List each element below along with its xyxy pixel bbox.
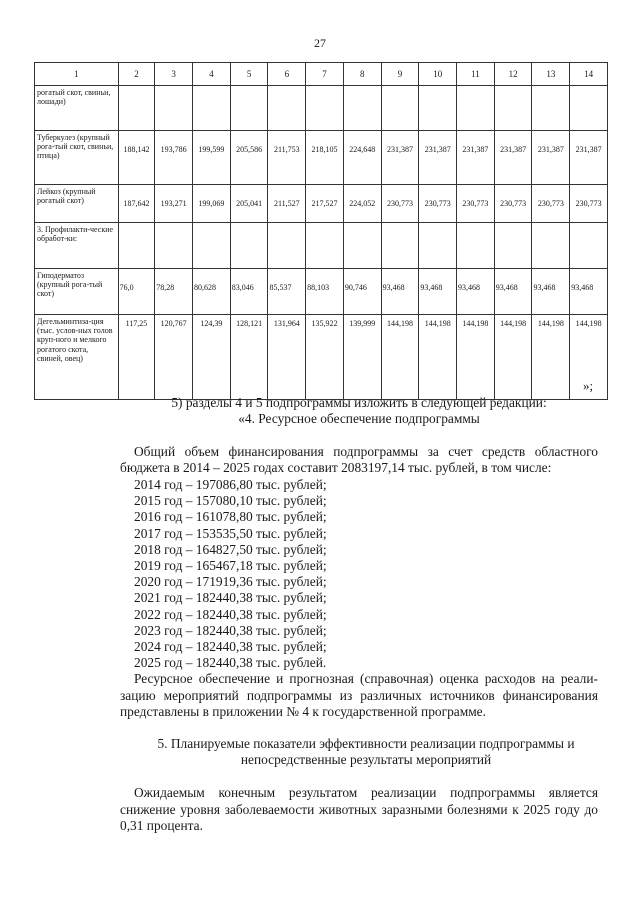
table-cell: 85,537 — [268, 269, 306, 315]
table-cell: 93,468 — [381, 269, 419, 315]
table-cell: 188,142 — [118, 131, 155, 185]
table-cell: 80,628 — [193, 269, 231, 315]
table-header-cell: 5 — [230, 63, 268, 86]
table-cell: 231,387 — [419, 131, 457, 185]
table-cell — [532, 223, 570, 269]
year-funding-item: 2024 год – 182440,38 тыс. рублей; — [134, 639, 327, 654]
table-row — [35, 223, 608, 269]
year-funding-item: 2017 год – 153535,50 тыс. рублей; — [134, 525, 327, 541]
indicators-table — [34, 62, 608, 400]
table-cell — [268, 223, 306, 269]
table-cell: 117,25 — [118, 315, 155, 400]
table-cell: 124,39 — [193, 315, 231, 400]
row-label: рогатый скот, свиньи, лошади) — [35, 86, 119, 131]
table-cell — [381, 86, 419, 131]
table-cell — [155, 86, 193, 131]
table-cell: 135,922 — [306, 315, 344, 400]
table-cell: 231,387 — [457, 131, 495, 185]
year-funding-item: 2018 год – 164827,50 тыс. рублей; — [134, 541, 327, 557]
resource-paragraph-line-1: Ресурсное обеспечение и прогнозная (справочная) оценка расходов на реали- — [134, 671, 598, 686]
table-cell: 218,105 — [306, 131, 344, 185]
table-header-cell: 4 — [193, 63, 231, 86]
table-cell: 230,773 — [494, 185, 532, 223]
table-cell: 199,069 — [193, 185, 231, 223]
table-cell — [570, 223, 608, 269]
table-row — [35, 131, 608, 185]
table-cell — [494, 223, 532, 269]
table-cell: 199,599 — [193, 131, 231, 185]
table-cell: 76,0 — [118, 269, 155, 315]
table-cell — [494, 86, 532, 131]
amendment-paragraph: 5) разделы 4 и 5 подпрограммы изложить в следующей редакции: — [171, 395, 547, 410]
year-funding-item: 2016 год – 161078,80 тыс. рублей; — [134, 509, 327, 525]
table-cell: 144,198 — [419, 315, 457, 400]
table-cell: 230,773 — [381, 185, 419, 223]
table-cell — [381, 223, 419, 269]
section-5-heading-line-1: 5. Планируемые показатели эффективности реализации подпрограммы и — [157, 736, 575, 751]
table-cell — [343, 86, 381, 131]
table-cell: 144,198 — [532, 315, 570, 400]
table-cell: 120,767 — [155, 315, 193, 400]
row-label: Гиподерматоз (крупный рога-тый скот) — [35, 269, 119, 315]
table-cell — [532, 86, 570, 131]
result-paragraph-line-1: Ожидаемым конечным результатом реализации подпрограммы является — [134, 785, 598, 800]
table-cell: 90,746 — [343, 269, 381, 315]
table-cell: 230,773 — [457, 185, 495, 223]
year-funding-item: 2023 год – 182440,38 тыс. рублей; — [134, 622, 327, 638]
table-cell: 205,586 — [230, 131, 268, 185]
table-cell: 230,773 — [570, 185, 608, 223]
year-funding-item: 2014 год – 197086,80 тыс. рублей; — [134, 477, 327, 492]
table-cell — [419, 223, 457, 269]
table-cell: 224,052 — [343, 185, 381, 223]
table-cell: 131,964 — [268, 315, 306, 400]
table-cell: 211,753 — [268, 131, 306, 185]
table-cell: 224,648 — [343, 131, 381, 185]
table-header-cell: 9 — [381, 63, 419, 86]
table-header-cell: 2 — [118, 63, 155, 86]
row-label: Дегельминтиза-ция (тыс. услов-ных голов круп-ного и мелкого рогатого скота, свиней, овец) — [35, 315, 119, 400]
table-cell: 144,198 — [494, 315, 532, 400]
resource-paragraph-line-2: зацию мероприятий подпрограммы из различных источников финансирования — [120, 688, 598, 703]
table-cell: 139,999 — [343, 315, 381, 400]
funding-paragraph-line-1: Общий объем финансирования подпрограммы за счет средств областного — [134, 444, 598, 459]
table-body — [35, 63, 608, 400]
table-cell: 231,387 — [494, 131, 532, 185]
table-header-cell: 3 — [155, 63, 193, 86]
table-cell — [268, 86, 306, 131]
table-cell: 93,468 — [570, 269, 608, 315]
table-cell: 93,468 — [457, 269, 495, 315]
table-header-cell: 13 — [532, 63, 570, 86]
table-cell: 230,773 — [419, 185, 457, 223]
table-cell: 93,468 — [532, 269, 570, 315]
funding-paragraph-line-2: бюджета в 2014 – 2025 годах составит 2083197,14 тыс. рублей, в том числе: — [120, 460, 552, 475]
year-funding-item: 2025 год – 182440,38 тыс. рублей. — [134, 655, 327, 671]
section-5-heading-line-2: непосредственные результаты мероприятий — [240, 752, 492, 767]
table-cell — [193, 223, 231, 269]
table-header-cell: 7 — [306, 63, 344, 86]
table-cell — [118, 223, 155, 269]
year-funding-item: 2021 год – 182440,38 тыс. рублей; — [134, 590, 327, 606]
table-cell: 93,468 — [494, 269, 532, 315]
table-cell — [306, 86, 344, 131]
table-cell: 231,387 — [570, 131, 608, 185]
year-funding-item: 2015 год – 157080,10 тыс. рублей; — [134, 493, 327, 509]
year-funding-item: 2022 год – 182440,38 тыс. рублей; — [134, 606, 327, 622]
table-cell — [118, 86, 155, 131]
table-cell: 193,786 — [155, 131, 193, 185]
table-cell: 217,527 — [306, 185, 344, 223]
table-header-row — [35, 63, 608, 86]
table-cell: 187,642 — [118, 185, 155, 223]
result-paragraph-line-3: 0,31 процента. — [120, 818, 203, 833]
table-cell: 193,271 — [155, 185, 193, 223]
page-number: 27 — [314, 36, 326, 50]
table-cell: 230,773 — [532, 185, 570, 223]
table-cell: 128,121 — [230, 315, 268, 400]
table-cell: 78,28 — [155, 269, 193, 315]
table-cell — [230, 86, 268, 131]
table-cell — [457, 86, 495, 131]
table-cell: 144,198 — [381, 315, 419, 400]
table-closing-quote: »; — [583, 378, 594, 393]
table-cell: 83,046 — [230, 269, 268, 315]
table-cell: 144,198 — [457, 315, 495, 400]
table-row — [35, 315, 608, 400]
table-header-cell: 12 — [494, 63, 532, 86]
table-header-cell: 1 — [35, 63, 119, 86]
table-cell — [230, 223, 268, 269]
table-cell: 205,041 — [230, 185, 268, 223]
table-cell: 93,468 — [419, 269, 457, 315]
table-cell: 231,387 — [381, 131, 419, 185]
year-funding-item: 2020 год – 171919,36 тыс. рублей; — [134, 574, 327, 590]
table-header-cell: 6 — [268, 63, 306, 86]
table-cell — [155, 223, 193, 269]
year-funding-item: 2019 год – 165467,18 тыс. рублей; — [134, 558, 327, 573]
table-cell — [457, 223, 495, 269]
table-cell: 211,527 — [268, 185, 306, 223]
resource-paragraph-line-3: представлены в приложении № 4 к государственной программе. — [120, 704, 486, 719]
table-cell — [306, 223, 344, 269]
table-row — [35, 86, 608, 131]
table-cell — [419, 86, 457, 131]
table-cell — [343, 223, 381, 269]
table-header-cell: 14 — [570, 63, 608, 86]
table-row — [35, 185, 608, 223]
section-4-heading: «4. Ресурсное обеспечение подпрограммы — [238, 411, 480, 426]
table-cell: 231,387 — [532, 131, 570, 185]
row-label: Туберкулез (крупный рога-тый скот, свиньи, птица) — [35, 131, 119, 185]
table-cell: 144,198 — [570, 315, 608, 400]
table-header-cell: 8 — [343, 63, 381, 86]
row-label: Лейкоз (крупный рогатый скот) — [35, 185, 119, 223]
table-header-cell: 10 — [419, 63, 457, 86]
table-row — [35, 269, 608, 315]
table-cell — [193, 86, 231, 131]
row-label: 3. Профилакти-ческие обработ-ки: — [35, 223, 119, 269]
table-cell: 88,103 — [306, 269, 344, 315]
table-header-cell: 11 — [457, 63, 495, 86]
table-cell — [570, 86, 608, 131]
result-paragraph-line-2: снижение уровня заболеваемости животных заразными болезнями к 2025 году до — [120, 802, 598, 817]
